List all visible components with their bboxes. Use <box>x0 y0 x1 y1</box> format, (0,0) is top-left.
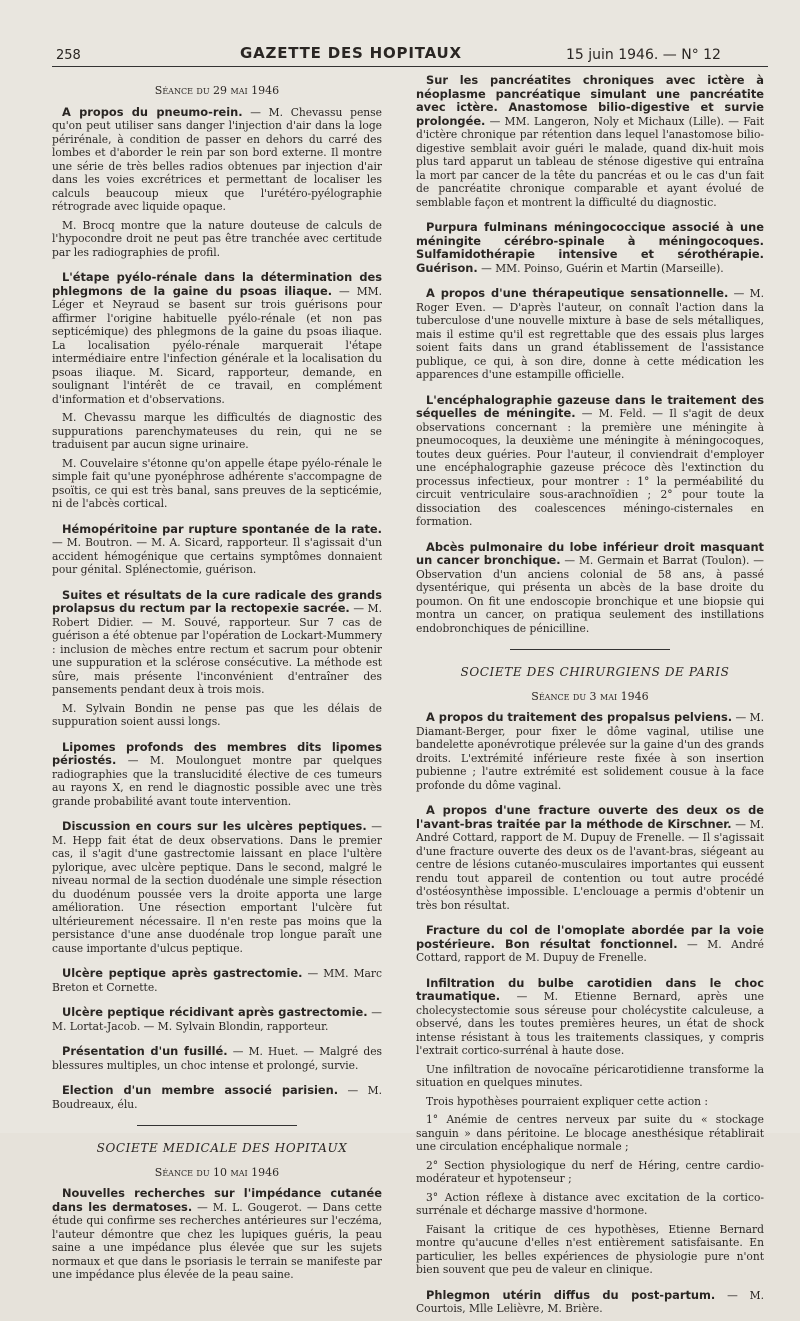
article <box>52 967 382 994</box>
article-title: Discussion en cours sur les ulcères peptiques. <box>62 819 367 833</box>
article <box>52 271 382 406</box>
article-paragraph: Une infiltration de novocaïne péricarotidienne transforme la situation en quelques minutes. <box>416 1062 764 1089</box>
article-title: Ulcère peptique après gastrectomie. <box>62 966 303 980</box>
article-title: Présentation d'un fusillé. <box>62 1044 228 1058</box>
article-paragraph: M. Couvelaire s'étonne qu'on appelle étape pyélo-rénale le simple fait qu'une pyonéphrose adhérente s'accompagne de psoïtis, ce qui est très banal, sans preuves de la septicémie, ni de l'abcès cortical. <box>52 456 382 510</box>
article-text: — M. Hepp fait état de deux observations. Dans le premier cas, il s'agit d'une gastrectomie laissant en place l'ultère pylorique, avec ulcère peptique. Dans le second, malgré le niveau normal de la section duodénale une simple résection du duodénum poussée vers la droite apporta une large amélioration. Une résection emportant l'ulcère fut ultérieurement nécessaire. Il n'en reste pas moins que la persistance d'une anse duodénale trop longue paraît une cause importante d'ulcus peptique. <box>52 820 382 955</box>
article <box>52 1084 382 1111</box>
article <box>52 523 382 577</box>
article-text: — M. André Cottard, rapport de M. Dupuy de Frenelle. <box>416 937 764 964</box>
article <box>52 1187 382 1282</box>
article <box>52 1045 382 1072</box>
article-text: — M. Feld. — Il s'agit de deux observations concernant : la première une méningite à pneumocoques, la deuxième une méningite à méningocoques, toutes deux guéries. Pour l'auteur, il conviendrait d'employer une encéphalographie gazeuse précoce dès l'extinction du processus infectieux, pour montrer : 1° la perméabilité du circuit ventriculaire sous-arachnoïdien ; 2° pour toute la dissociation des coalescences méningo-cisternales en formation. <box>416 407 765 528</box>
article-title: Purpura fulminans méningococcique associé à une méningite cérébro-spinale à méningocoques. Sulfamidothérapie intensive et sérothérapie. Guérison. <box>416 220 764 275</box>
article <box>52 820 382 955</box>
article-paragraph: M. Chevassu marque les difficultés de diagnostic des suppurations parenchymateuses du rein, qui ne se traduisent par aucun signe urinaire. <box>52 411 382 451</box>
article-text: — MM. Léger et Neyraud se basent sur trois guérisons pour affirmer l'origine habituelle pyélo-rénale (et non pas septicémique) des phlegmons de la gaine du psoas iliaque. La localisation pyélo-rénale marquerait l'étape intermédiaire entre l'infection générale et la localisation du psoas iliaque. M. Sicard, rapporteur, demande, en soulignant l'intérêt de ce travail, en complément d'information et d'observations. <box>52 284 382 406</box>
article-title: Abcès pulmonaire du lobe inférieur droit masquant un cancer bronchique. <box>416 539 764 567</box>
page-number: 258 <box>56 48 81 63</box>
article <box>416 287 764 382</box>
article <box>416 1289 764 1316</box>
article-paragraph: M. Brocq montre que la nature douteuse de calculs de l'hypocondre droit ne peut pas être tranchée avec certitude par les radiographies de profil. <box>52 218 382 259</box>
article-text: — M. Moulonguet montre par quelques radiographies que la translucidité élective de ces tumeurs au rayons X, en rend le diagnostic possible avec une très grande probabilité avant toute intervention. <box>52 754 382 808</box>
article-paragraph: Trois hypothèses pourraient expliquer cette action : <box>426 1094 709 1108</box>
article <box>52 1006 382 1033</box>
seance-heading: Séance du 10 mai 1946 <box>154 1165 280 1179</box>
article-text: — MM. Poinso, Guérin et Martin (Marseille). <box>477 261 724 275</box>
society-heading: SOCIETE DES CHIRURGIENS DE PARIS <box>460 665 730 679</box>
issue-date: 15 juin 1946. — N° 12 <box>566 47 721 63</box>
article <box>416 924 764 965</box>
article-title: A propos du pneumo-rein. <box>62 104 243 119</box>
seance-heading: Séance du 29 mai 1946 <box>154 84 280 97</box>
article-title: Fracture du col de l'omoplate abordée par la voie postérieure. Bon résultat fonctionnel. <box>416 923 764 951</box>
article-title: L'étape pyélo-rénale dans la détermination des phlegmons de la gaine du psoas iliaque. <box>52 270 382 298</box>
article-text: — M. L. Gougerot. — Dans cette étude qui confirme ses recherches antérieures sur l'eczéma, l'auteur démontre que chez les lupiques guéris, la peau saine a une impédance plus élevée que sur les sujets normaux et que dans le psoriasis le terrain se manifeste par une impédance plus élevée de la peau saine. <box>52 1200 382 1281</box>
left-column <box>52 74 382 1287</box>
article-paragraph: M. Sylvain Bondin ne pense pas que les délais de suppuration soient aussi longs. <box>52 701 382 728</box>
article-title: Infiltration du bulbe carotidien dans le choc traumatique. <box>416 975 764 1003</box>
article-text: — M. André Cottard, rapport de M. Dupuy de Frenelle. — Il s'agissait d'une fracture ouverte des deux os de l'avant-bras, siégeant au centre de lésions cutanéo-musculaires importantes qui eussent rendu tout appareil de contention ou tout autre procédé d'ostéosynthèse impossible. L'enclouage a permis d'obtenir un très bon résultat. <box>416 817 764 912</box>
section-divider <box>137 1125 297 1126</box>
article-text: — M. Robert Didier. — M. Souvé, rapporteur. Sur 7 cas de guérison a été obtenue par l'opération de Lockart-Mummery : inclusion de mèches entre rectum et sacrum pour obtenir une suppuration et la sclérose consécutive. La méthode est sûre, mais présente l'inconvénient d'entraîner des pansements pendant deux à trois mois. <box>52 602 382 696</box>
article-text: — M. Courtois, Mlle Lelièvre, M. Brière. <box>416 1288 764 1315</box>
article-paragraph: Faisant la critique de ces hypothèses, Etienne Bernard montre qu'aucune d'elles n'est entièrement satisfaisante. En particulier, les belles expériences de physiologie pure n'ont bien souvent que peu de valeur en clinique. <box>416 1222 764 1276</box>
article-title: Suites et résultats de la cure radicale des grands prolapsus du rectum par la rectopexie sacrée. <box>52 587 382 615</box>
article-text: — M. Etienne Bernard, après une cholecystectomie sous séreuse pour cholécystite calculeuse, a observé, dans les toutes premières heures, un état de shock intense résistant à tous les traitements classiques, y compris l'extrait cortico-surrénal à haute dose. <box>416 990 764 1057</box>
article-text: — M. Roger Even. — D'après l'auteur, on connaît l'action dans la tuberculose d'une nouvelle mixture à base de sels métalliques, mais il estime qu'il est regrettable que des essais plus larges soient faits dans un grand établissement de l'assistance publique, ce qui, à son dire, donne à cette médication les apparences d'une estampille officielle. <box>416 287 764 381</box>
article-text: — MM. Marc Breton et Cornette. <box>52 967 382 994</box>
article-text: — M. Diamant-Berger, pour fixer le dôme vaginal, utilise une bandelette aponévrotique prélevée sur la gaine d'un des grands droits. L'extrémité inférieure reste fixée à son insertion pubienne ; l'autre extrémité est solidement cousue à la face profonde du dôme vaginal. <box>416 711 764 792</box>
page-header <box>52 44 768 67</box>
article <box>416 394 764 529</box>
article-title: Sur les pancréatites chroniques avec ictère à néoplasme pancréatique simulant une pancréatite avec ictère. Anastomose bilio-digestive et survie prolongée. <box>416 73 764 128</box>
article-title: A propos du traitement des propalsus pelviens. <box>426 710 733 724</box>
article-title: Ulcère peptique récidivant après gastrectomie. <box>62 1005 368 1019</box>
article-title: A propos d'une fracture ouverte des deux os de l'avant-bras traitée par la méthode de Kirschner. <box>416 803 764 831</box>
section-divider <box>510 649 670 650</box>
article <box>52 589 382 697</box>
society-heading: SOCIETE MEDICALE DES HOPITAUX <box>96 1141 348 1155</box>
article-paragraph: 1° Anémie de centres nerveux par suite du « stockage sanguin » dans péritoine. Le blocage anesthésique rétablirait une circulation encéphalique normale ; <box>416 1113 764 1153</box>
article-paragraph: 3° Action réflexe à distance avec excitation de la cortico-surrénale et décharge massive d'hormone. <box>416 1190 764 1217</box>
article-title: L'encéphalographie gazeuse dans le traitement des séquelles de méningite. <box>416 392 764 420</box>
article-text: — M. Germain et Barrat (Toulon). — Observation d'un anciens colonial de 58 ans, à passé dysentérique, qui présenta un abcès de la base droite du poumon. On fit une endoscopie bronchique et une biopsie qui montra un cancer, on pratiqua seulement des instillations endobronchiques de pénicilline. <box>416 554 764 635</box>
article <box>52 106 382 214</box>
article <box>416 74 764 209</box>
article-title: Phlegmon utérin diffus du post-partum. <box>426 1287 716 1302</box>
article-title: A propos d'une thérapeutique sensationnelle. <box>426 286 729 300</box>
article <box>52 741 382 809</box>
article-text: — M. Huet. — Malgré des blessures multiples, un choc intense et prolongé, survie. <box>52 1045 383 1072</box>
article-title: Lipomes profonds des membres dits lipomes périostés. <box>52 739 382 767</box>
right-column <box>416 74 764 1321</box>
article <box>416 977 764 1058</box>
article-text: — M. Boutron. — M. A. Sicard, rapporteur. Il s'agissait d'un accident hémogénique que certains symptômes donnaient pour génital. Splénectomie, guérison. <box>52 536 382 576</box>
article-title: Election d'un membre associé parisien. <box>62 1083 339 1097</box>
article-title: Hémopéritoine par rupture spontanée de la rate. <box>62 521 382 536</box>
article-text: — M. Boudreaux, élu. <box>52 1084 382 1111</box>
seance-heading: Séance du 3 mai 1946 <box>531 689 649 703</box>
article-text: — MM. Langeron, Noly et Michaux (Lille). — Fait d'ictère chronique par rétention dans lequel l'anastomose bilio-digestive semblait avoir guéri le malade, quand dix-huit mois plus tard apparut un tableau de sténose digestive qui entraîna la mort par cancer de la tête du pancréas et ou le cas d'un fait de pancréatite chronique comparable et ayant évolué de semblable façon et montrent la difficulté du diagnostic. <box>416 114 764 209</box>
article-text: — M. Chevassu pense qu'on peut utiliser sans danger l'injection d'air dans la loge périrénale, à condition de passer en dehors du carré des lombes et d'aborder le rein par son bord externe. Il montre une série de très belles radios obtenues par injection d'air dans les voies excrétrices et permettant de localiser les calculs beaucoup mieux que l'urétéro-pyélographie rétrograde avec liquide opaque. <box>52 105 382 213</box>
article <box>416 221 764 275</box>
article-text: — M. Lortat-Jacob. — M. Sylvain Blondin, rapporteur. <box>52 1006 382 1033</box>
journal-title: GAZETTE DES HOPITAUX <box>240 44 462 62</box>
article-title: Nouvelles recherches sur l'impédance cutanée dans les dermatoses. <box>52 1186 382 1214</box>
article-paragraph: 2° Section physiologique du nerf de Héring, centre cardio-modérateur et hypotenseur ; <box>416 1158 764 1185</box>
article <box>416 541 764 636</box>
article <box>416 804 764 912</box>
article <box>416 711 764 792</box>
